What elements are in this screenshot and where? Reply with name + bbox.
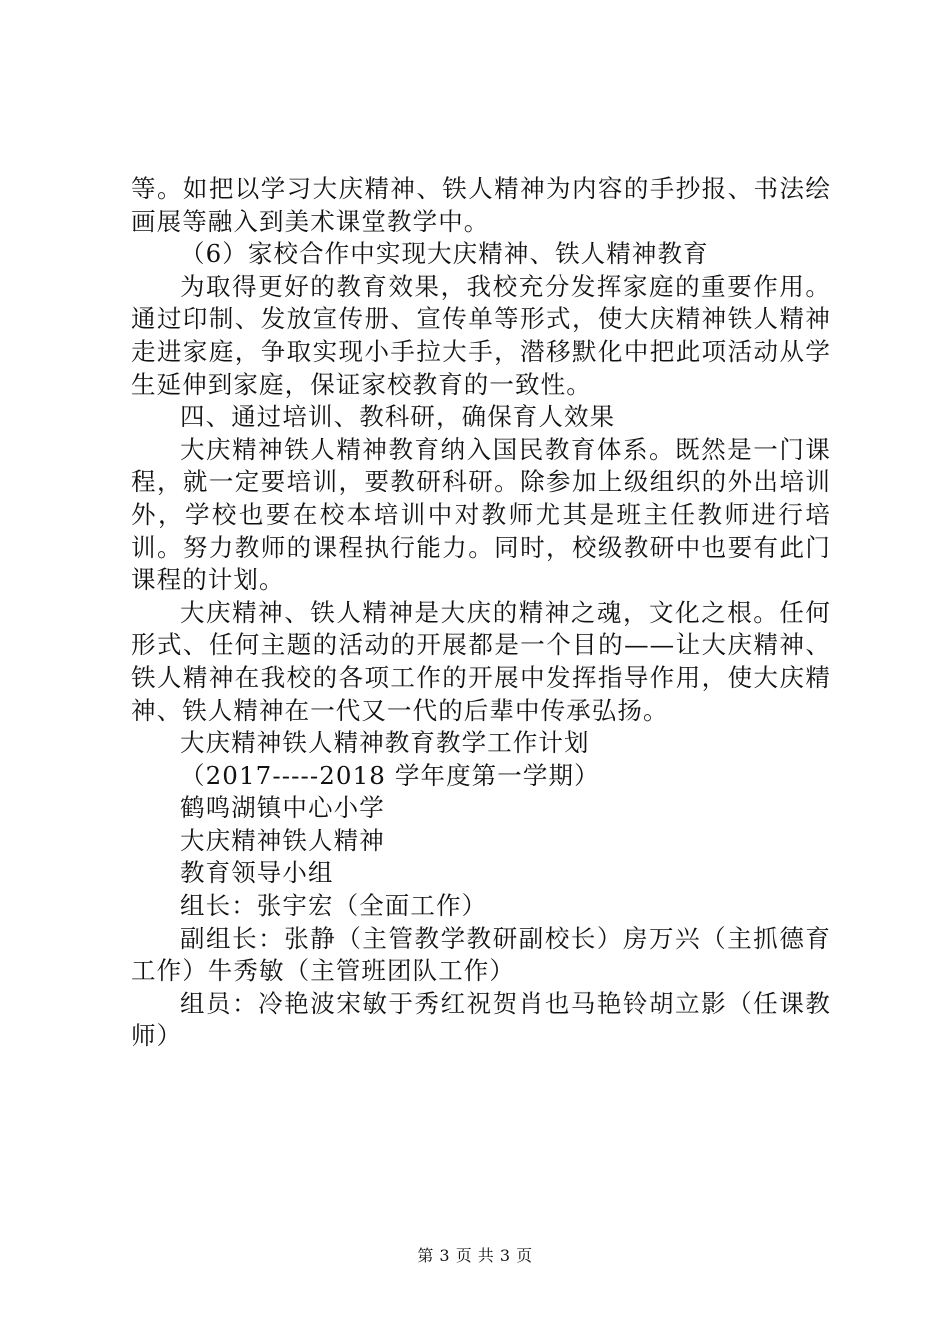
- group-members: 组员：冷艳波宋敏于秀红祝贺肖也马艳铃胡立影（任课教师）: [131, 988, 831, 1051]
- paragraph-art-class: 等。如把以学习大庆精神、铁人精神为内容的手抄报、书法绘画展等融入到美术课堂教学中。: [131, 174, 831, 236]
- plan-title: 大庆精神铁人精神教育教学工作计划: [180, 728, 590, 758]
- group-leader: 组长：张宇宏（全面工作）: [180, 891, 488, 921]
- paragraph-conclusion: 大庆精神、铁人精神是大庆的精神之魂，文化之根。任何形式、任何主题的活动的开展都是一个目的——让大庆精神、铁人精神在我校的各项工作的开展中发挥指导作用，使大庆精神、铁人精神在一代又一代的后辈中传承弘扬。: [131, 597, 831, 725]
- page-footer: 第 3 页 共 3 页: [417, 1246, 533, 1265]
- paragraph-training: 大庆精神铁人精神教育纳入国民教育体系。既然是一门课程，就一定要培训，要教研科研。除参加上级组织的外出培训外，学校也要在校本培训中对教师尤其是班主任教师进行培训。努力教师的课程执行能力。同时，校级教研中也要有此门课程的计划。: [131, 434, 831, 595]
- school-name: 鹤鸣湖镇中心小学: [180, 793, 385, 823]
- deputy-leaders: 副组长：张静（主管教学教研副校长）房万兴（主抓德育工作）牛秀敏（主管班团队工作）: [131, 923, 831, 986]
- group-title-line-1: 大庆精神铁人精神: [180, 825, 385, 855]
- heading-home-school: （6）家校合作中实现大庆精神、铁人精神教育: [180, 239, 709, 269]
- plan-semester: （2017-----2018 学年度第一学期）: [180, 760, 600, 790]
- paragraph-family-role: 为取得更好的教育效果，我校充分发挥家庭的重要作用。通过印制、发放宣传册、宣传单等形式，使大庆精神铁人精神走进家庭，争取实现小手拉大手，潜移默化中把此项活动从学生延伸到家庭，保证家校教育的一致性。: [131, 271, 831, 399]
- document-body: [131, 173, 831, 1053]
- heading-training-research: 四、通过培训、教科研，确保育人效果: [180, 402, 616, 432]
- group-title-line-2: 教育领导小组: [180, 858, 334, 888]
